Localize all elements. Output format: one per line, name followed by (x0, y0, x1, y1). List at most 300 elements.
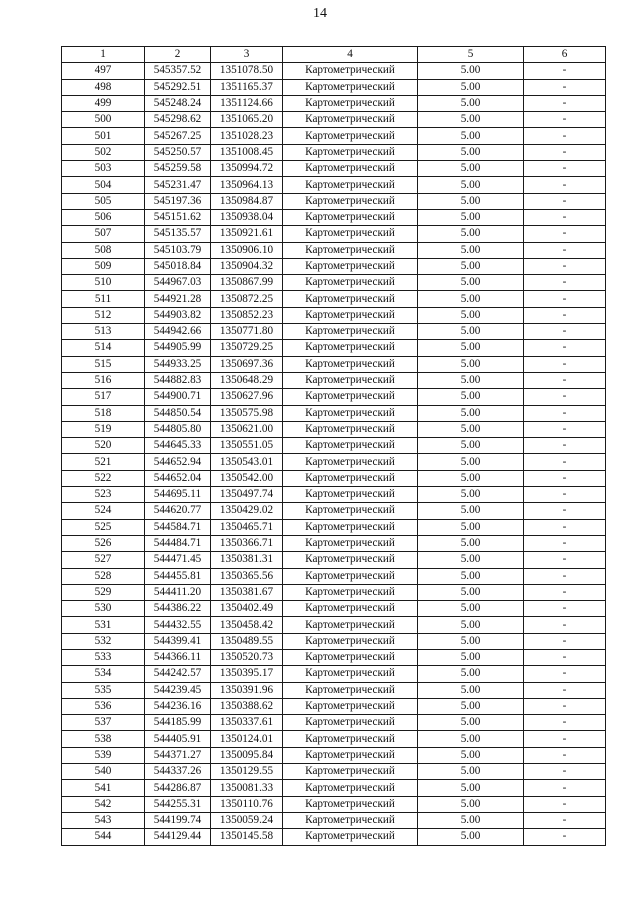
y-coordinate-cell: 1351165.37 (211, 79, 283, 95)
point-number-cell: 536 (62, 698, 145, 714)
method-cell: Картометрический (283, 242, 418, 258)
point-number-cell: 508 (62, 242, 145, 258)
point-number-cell: 504 (62, 177, 145, 193)
method-cell: Картометрический (283, 666, 418, 682)
y-coordinate-cell: 1350497.74 (211, 487, 283, 503)
point-number-cell: 521 (62, 454, 145, 470)
y-coordinate-cell: 1350697.36 (211, 356, 283, 372)
method-cell: Картометрический (283, 487, 418, 503)
method-cell: Картометрический (283, 812, 418, 828)
y-coordinate-cell: 1350621.00 (211, 421, 283, 437)
note-cell: - (524, 552, 606, 568)
x-coordinate-cell: 544185.99 (145, 715, 211, 731)
note-cell: - (524, 438, 606, 454)
method-cell: Картометрический (283, 340, 418, 356)
y-coordinate-cell: 1350366.71 (211, 535, 283, 551)
note-cell: - (524, 340, 606, 356)
note-cell: - (524, 209, 606, 225)
y-coordinate-cell: 1350872.25 (211, 291, 283, 307)
table-row (62, 193, 606, 209)
table-row (62, 552, 606, 568)
table-row (62, 258, 606, 274)
accuracy-cell: 5.00 (418, 666, 524, 682)
coordinates-table-container (61, 46, 606, 846)
x-coordinate-cell: 545298.62 (145, 112, 211, 128)
method-cell: Картометрический (283, 95, 418, 111)
method-cell: Картометрический (283, 715, 418, 731)
accuracy-cell: 5.00 (418, 307, 524, 323)
table-row (62, 470, 606, 486)
table-row (62, 601, 606, 617)
column-header-1: 1 (62, 47, 145, 63)
note-cell: - (524, 682, 606, 698)
point-number-cell: 543 (62, 812, 145, 828)
point-number-cell: 517 (62, 389, 145, 405)
point-number-cell: 539 (62, 747, 145, 763)
method-cell: Картометрический (283, 438, 418, 454)
point-number-cell: 538 (62, 731, 145, 747)
point-number-cell: 524 (62, 503, 145, 519)
y-coordinate-cell: 1350395.17 (211, 666, 283, 682)
method-cell: Картометрический (283, 519, 418, 535)
method-cell: Картометрический (283, 307, 418, 323)
method-cell: Картометрический (283, 470, 418, 486)
x-coordinate-cell: 545248.24 (145, 95, 211, 111)
y-coordinate-cell: 1350458.42 (211, 617, 283, 633)
point-number-cell: 522 (62, 470, 145, 486)
x-coordinate-cell: 545018.84 (145, 258, 211, 274)
note-cell: - (524, 633, 606, 649)
method-cell: Картометрический (283, 258, 418, 274)
table-row (62, 95, 606, 111)
table-row (62, 275, 606, 291)
x-coordinate-cell: 544399.41 (145, 633, 211, 649)
method-cell: Картометрический (283, 649, 418, 665)
method-cell: Картометрический (283, 731, 418, 747)
table-row (62, 372, 606, 388)
table-row (62, 715, 606, 731)
note-cell: - (524, 128, 606, 144)
y-coordinate-cell: 1350984.87 (211, 193, 283, 209)
y-coordinate-cell: 1350337.61 (211, 715, 283, 731)
accuracy-cell: 5.00 (418, 79, 524, 95)
accuracy-cell: 5.00 (418, 601, 524, 617)
y-coordinate-cell: 1351028.23 (211, 128, 283, 144)
method-cell: Картометрический (283, 291, 418, 307)
table-row (62, 421, 606, 437)
table-row (62, 79, 606, 95)
method-cell: Картометрический (283, 63, 418, 79)
y-coordinate-cell: 1350964.13 (211, 177, 283, 193)
note-cell: - (524, 226, 606, 242)
table-row (62, 307, 606, 323)
method-cell: Картометрический (283, 698, 418, 714)
table-row (62, 519, 606, 535)
x-coordinate-cell: 544405.91 (145, 731, 211, 747)
x-coordinate-cell: 544386.22 (145, 601, 211, 617)
x-coordinate-cell: 544455.81 (145, 568, 211, 584)
note-cell: - (524, 584, 606, 600)
table-row (62, 796, 606, 812)
x-coordinate-cell: 544286.87 (145, 780, 211, 796)
accuracy-cell: 5.00 (418, 812, 524, 828)
method-cell: Картометрический (283, 209, 418, 225)
accuracy-cell: 5.00 (418, 438, 524, 454)
note-cell: - (524, 193, 606, 209)
point-number-cell: 512 (62, 307, 145, 323)
table-row (62, 242, 606, 258)
method-cell: Картометрический (283, 617, 418, 633)
note-cell: - (524, 242, 606, 258)
note-cell: - (524, 291, 606, 307)
point-number-cell: 532 (62, 633, 145, 649)
y-coordinate-cell: 1351124.66 (211, 95, 283, 111)
table-row (62, 389, 606, 405)
x-coordinate-cell: 544366.11 (145, 649, 211, 665)
y-coordinate-cell: 1350542.00 (211, 470, 283, 486)
y-coordinate-cell: 1350543.01 (211, 454, 283, 470)
note-cell: - (524, 503, 606, 519)
note-cell: - (524, 63, 606, 79)
point-number-cell: 540 (62, 764, 145, 780)
x-coordinate-cell: 544652.94 (145, 454, 211, 470)
note-cell: - (524, 487, 606, 503)
point-number-cell: 516 (62, 372, 145, 388)
table-row (62, 617, 606, 633)
method-cell: Картометрический (283, 421, 418, 437)
accuracy-cell: 5.00 (418, 487, 524, 503)
table-row (62, 666, 606, 682)
accuracy-cell: 5.00 (418, 519, 524, 535)
point-number-cell: 542 (62, 796, 145, 812)
header-row (62, 47, 606, 63)
method-cell: Картометрический (283, 79, 418, 95)
point-number-cell: 541 (62, 780, 145, 796)
column-header-5: 5 (418, 47, 524, 63)
x-coordinate-cell: 544903.82 (145, 307, 211, 323)
point-number-cell: 526 (62, 535, 145, 551)
y-coordinate-cell: 1350627.96 (211, 389, 283, 405)
table-row (62, 487, 606, 503)
method-cell: Картометрический (283, 372, 418, 388)
method-cell: Картометрический (283, 780, 418, 796)
x-coordinate-cell: 544620.77 (145, 503, 211, 519)
coordinates-table (61, 46, 606, 846)
method-cell: Картометрический (283, 161, 418, 177)
table-row (62, 454, 606, 470)
point-number-cell: 530 (62, 601, 145, 617)
x-coordinate-cell: 544199.74 (145, 812, 211, 828)
accuracy-cell: 5.00 (418, 258, 524, 274)
point-number-cell: 507 (62, 226, 145, 242)
note-cell: - (524, 405, 606, 421)
note-cell: - (524, 601, 606, 617)
page-number: 14 (313, 6, 327, 21)
x-coordinate-cell: 545267.25 (145, 128, 211, 144)
point-number-cell: 527 (62, 552, 145, 568)
y-coordinate-cell: 1350381.67 (211, 584, 283, 600)
accuracy-cell: 5.00 (418, 95, 524, 111)
note-cell: - (524, 258, 606, 274)
accuracy-cell: 5.00 (418, 747, 524, 763)
note-cell: - (524, 731, 606, 747)
point-number-cell: 529 (62, 584, 145, 600)
table-row (62, 747, 606, 763)
note-cell: - (524, 307, 606, 323)
table-row (62, 324, 606, 340)
accuracy-cell: 5.00 (418, 275, 524, 291)
y-coordinate-cell: 1350938.04 (211, 209, 283, 225)
y-coordinate-cell: 1350095.84 (211, 747, 283, 763)
x-coordinate-cell: 544129.44 (145, 829, 211, 845)
note-cell: - (524, 747, 606, 763)
point-number-cell: 515 (62, 356, 145, 372)
note-cell: - (524, 161, 606, 177)
x-coordinate-cell: 544695.11 (145, 487, 211, 503)
x-coordinate-cell: 545151.62 (145, 209, 211, 225)
x-coordinate-cell: 544432.55 (145, 617, 211, 633)
x-coordinate-cell: 544584.71 (145, 519, 211, 535)
accuracy-cell: 5.00 (418, 128, 524, 144)
accuracy-cell: 5.00 (418, 421, 524, 437)
accuracy-cell: 5.00 (418, 682, 524, 698)
note-cell: - (524, 454, 606, 470)
point-number-cell: 534 (62, 666, 145, 682)
table-header (62, 47, 606, 63)
method-cell: Картометрический (283, 389, 418, 405)
y-coordinate-cell: 1350402.49 (211, 601, 283, 617)
method-cell: Картометрический (283, 535, 418, 551)
y-coordinate-cell: 1351008.45 (211, 144, 283, 160)
method-cell: Картометрический (283, 275, 418, 291)
table-row (62, 649, 606, 665)
table-row (62, 503, 606, 519)
x-coordinate-cell: 545135.57 (145, 226, 211, 242)
point-number-cell: 533 (62, 649, 145, 665)
x-coordinate-cell: 544805.80 (145, 421, 211, 437)
table-body (62, 63, 606, 845)
method-cell: Картометрический (283, 682, 418, 698)
accuracy-cell: 5.00 (418, 242, 524, 258)
accuracy-cell: 5.00 (418, 780, 524, 796)
method-cell: Картометрический (283, 193, 418, 209)
note-cell: - (524, 698, 606, 714)
table-row (62, 698, 606, 714)
accuracy-cell: 5.00 (418, 503, 524, 519)
note-cell: - (524, 715, 606, 731)
table-row (62, 161, 606, 177)
x-coordinate-cell: 544850.54 (145, 405, 211, 421)
note-cell: - (524, 764, 606, 780)
accuracy-cell: 5.00 (418, 389, 524, 405)
y-coordinate-cell: 1350124.01 (211, 731, 283, 747)
accuracy-cell: 5.00 (418, 715, 524, 731)
point-number-cell: 535 (62, 682, 145, 698)
point-number-cell: 498 (62, 79, 145, 95)
point-number-cell: 519 (62, 421, 145, 437)
point-number-cell: 509 (62, 258, 145, 274)
y-coordinate-cell: 1350771.80 (211, 324, 283, 340)
y-coordinate-cell: 1350575.98 (211, 405, 283, 421)
method-cell: Картометрический (283, 454, 418, 470)
point-number-cell: 518 (62, 405, 145, 421)
table-row (62, 405, 606, 421)
x-coordinate-cell: 544411.20 (145, 584, 211, 600)
table-row (62, 535, 606, 551)
table-row (62, 340, 606, 356)
accuracy-cell: 5.00 (418, 161, 524, 177)
note-cell: - (524, 812, 606, 828)
point-number-cell: 520 (62, 438, 145, 454)
point-number-cell: 514 (62, 340, 145, 356)
accuracy-cell: 5.00 (418, 112, 524, 128)
note-cell: - (524, 535, 606, 551)
y-coordinate-cell: 1351065.20 (211, 112, 283, 128)
accuracy-cell: 5.00 (418, 144, 524, 160)
table-row (62, 568, 606, 584)
y-coordinate-cell: 1350388.62 (211, 698, 283, 714)
note-cell: - (524, 112, 606, 128)
accuracy-cell: 5.00 (418, 291, 524, 307)
point-number-cell: 505 (62, 193, 145, 209)
method-cell: Картометрический (283, 405, 418, 421)
table-row (62, 731, 606, 747)
point-number-cell: 500 (62, 112, 145, 128)
y-coordinate-cell: 1350429.02 (211, 503, 283, 519)
accuracy-cell: 5.00 (418, 796, 524, 812)
note-cell: - (524, 796, 606, 812)
accuracy-cell: 5.00 (418, 454, 524, 470)
y-coordinate-cell: 1350994.72 (211, 161, 283, 177)
y-coordinate-cell: 1350867.99 (211, 275, 283, 291)
method-cell: Картометрический (283, 552, 418, 568)
method-cell: Картометрический (283, 112, 418, 128)
x-coordinate-cell: 544236.16 (145, 698, 211, 714)
y-coordinate-cell: 1350906.10 (211, 242, 283, 258)
point-number-cell: 528 (62, 568, 145, 584)
point-number-cell: 537 (62, 715, 145, 731)
accuracy-cell: 5.00 (418, 649, 524, 665)
table-row (62, 764, 606, 780)
accuracy-cell: 5.00 (418, 731, 524, 747)
method-cell: Картометрический (283, 568, 418, 584)
point-number-cell: 523 (62, 487, 145, 503)
method-cell: Картометрический (283, 144, 418, 160)
table-row (62, 584, 606, 600)
x-coordinate-cell: 544471.45 (145, 552, 211, 568)
y-coordinate-cell: 1350921.61 (211, 226, 283, 242)
point-number-cell: 511 (62, 291, 145, 307)
x-coordinate-cell: 544255.31 (145, 796, 211, 812)
y-coordinate-cell: 1350489.55 (211, 633, 283, 649)
x-coordinate-cell: 545357.52 (145, 63, 211, 79)
method-cell: Картометрический (283, 503, 418, 519)
accuracy-cell: 5.00 (418, 764, 524, 780)
point-number-cell: 499 (62, 95, 145, 111)
note-cell: - (524, 780, 606, 796)
point-number-cell: 510 (62, 275, 145, 291)
x-coordinate-cell: 544882.83 (145, 372, 211, 388)
accuracy-cell: 5.00 (418, 617, 524, 633)
column-header-3: 3 (211, 47, 283, 63)
x-coordinate-cell: 544967.03 (145, 275, 211, 291)
y-coordinate-cell: 1350381.31 (211, 552, 283, 568)
note-cell: - (524, 666, 606, 682)
x-coordinate-cell: 544242.57 (145, 666, 211, 682)
table-row (62, 438, 606, 454)
method-cell: Картометрический (283, 324, 418, 340)
y-coordinate-cell: 1350465.71 (211, 519, 283, 535)
y-coordinate-cell: 1350852.23 (211, 307, 283, 323)
accuracy-cell: 5.00 (418, 698, 524, 714)
table-row (62, 829, 606, 845)
method-cell: Картометрический (283, 764, 418, 780)
accuracy-cell: 5.00 (418, 470, 524, 486)
x-coordinate-cell: 544337.26 (145, 764, 211, 780)
point-number-cell: 525 (62, 519, 145, 535)
table-row (62, 226, 606, 242)
accuracy-cell: 5.00 (418, 405, 524, 421)
x-coordinate-cell: 545250.57 (145, 144, 211, 160)
accuracy-cell: 5.00 (418, 209, 524, 225)
x-coordinate-cell: 545103.79 (145, 242, 211, 258)
note-cell: - (524, 95, 606, 111)
table-row (62, 356, 606, 372)
y-coordinate-cell: 1350648.29 (211, 372, 283, 388)
note-cell: - (524, 519, 606, 535)
note-cell: - (524, 144, 606, 160)
accuracy-cell: 5.00 (418, 324, 524, 340)
accuracy-cell: 5.00 (418, 372, 524, 388)
table-row (62, 128, 606, 144)
y-coordinate-cell: 1350081.33 (211, 780, 283, 796)
y-coordinate-cell: 1350145.58 (211, 829, 283, 845)
note-cell: - (524, 79, 606, 95)
point-number-cell: 501 (62, 128, 145, 144)
point-number-cell: 503 (62, 161, 145, 177)
note-cell: - (524, 649, 606, 665)
y-coordinate-cell: 1350059.24 (211, 812, 283, 828)
table-row (62, 682, 606, 698)
note-cell: - (524, 829, 606, 845)
accuracy-cell: 5.00 (418, 63, 524, 79)
table-row (62, 144, 606, 160)
accuracy-cell: 5.00 (418, 568, 524, 584)
x-coordinate-cell: 544900.71 (145, 389, 211, 405)
accuracy-cell: 5.00 (418, 829, 524, 845)
table-row (62, 633, 606, 649)
method-cell: Картометрический (283, 356, 418, 372)
point-number-cell: 531 (62, 617, 145, 633)
accuracy-cell: 5.00 (418, 356, 524, 372)
x-coordinate-cell: 544645.33 (145, 438, 211, 454)
note-cell: - (524, 177, 606, 193)
table-row (62, 112, 606, 128)
accuracy-cell: 5.00 (418, 535, 524, 551)
x-coordinate-cell: 545292.51 (145, 79, 211, 95)
table-row (62, 780, 606, 796)
point-number-cell: 497 (62, 63, 145, 79)
note-cell: - (524, 470, 606, 486)
table-row (62, 63, 606, 79)
y-coordinate-cell: 1350551.05 (211, 438, 283, 454)
y-coordinate-cell: 1351078.50 (211, 63, 283, 79)
accuracy-cell: 5.00 (418, 177, 524, 193)
x-coordinate-cell: 544652.04 (145, 470, 211, 486)
y-coordinate-cell: 1350729.25 (211, 340, 283, 356)
x-coordinate-cell: 545259.58 (145, 161, 211, 177)
x-coordinate-cell: 544905.99 (145, 340, 211, 356)
